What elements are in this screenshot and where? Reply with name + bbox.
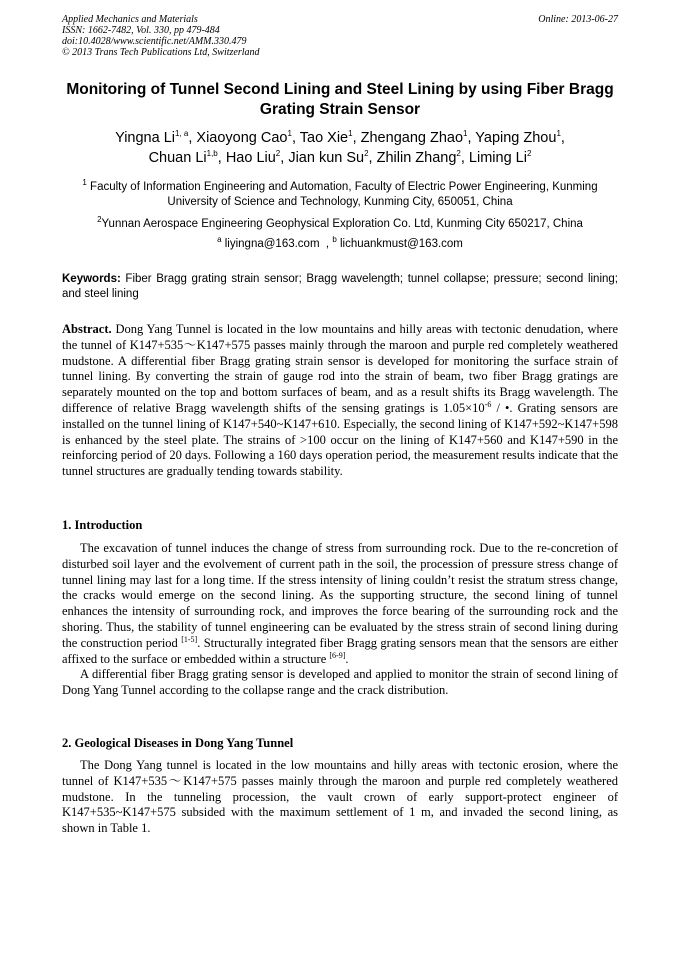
author-name: Liming Li xyxy=(468,150,527,166)
affiliation-text: Yunnan Aerospace Engineering Geophysical Exploration Co. Ltd, Kunming City 650217, China xyxy=(101,218,583,230)
doi-line: doi:10.4028/www.scientific.net/AMM.330.479 xyxy=(62,36,247,47)
author-sup: 1 xyxy=(463,129,468,139)
paragraph: The Dong Yang tunnel is located in the low mountains and hilly areas with tectonic erosion, where the tunnel of K147+535～K147+575 passes mainly through the maroon and purple red completely weathered mudstone. In the tunneling procession, the vault crown of early support-protect engineer of K147+535~K147+575 subsided with the maximum settlement of 1 m, and invaded the second lining, as shown in Table 1. xyxy=(62,758,618,836)
affiliation-text: Faculty of Information Engineering and Automation, Faculty of Electric Power Engineering, Kunming University of Science and Technology, Kunming City, 650051, China xyxy=(90,181,598,208)
email-link[interactable]: lichuankmust@163.com xyxy=(339,238,463,250)
paragraph xyxy=(62,541,618,667)
author-name: Jian kun Su xyxy=(288,150,365,166)
copyright-line: © 2013 Trans Tech Publications Ltd, Switzerland xyxy=(62,47,260,58)
author-sup: 1 xyxy=(287,129,292,139)
author-name: Zhilin Zhang xyxy=(376,150,457,166)
affiliation-2 xyxy=(62,217,618,232)
email-link[interactable]: liyingna@163.com xyxy=(224,238,320,250)
abstract-text: / •. Grating sensors are installed on the tunnel lining of K147+540~K147+610. Especially, the second lining of K147+592~K147+598 is enhanced by the steel plate. The strains of >100 occur on the lining of K147+560 and K147+590 in the reinforcing period of 20 days. Following a 160 days operation period, the measurement results indicate that the tunnel structures are gradually tending towards stability. xyxy=(62,400,618,479)
journal-name: Applied Mechanics and Materials xyxy=(62,14,198,25)
paragraph-text: . xyxy=(345,651,349,666)
author-sup: 1,b xyxy=(206,149,218,159)
affiliation-sup: 2 xyxy=(97,215,102,225)
exponent: -6 xyxy=(484,399,492,409)
issn-line: ISSN: 1662-7482, Vol. 330, pp 479-484 xyxy=(62,25,220,36)
online-date: Online: 2013-06-27 xyxy=(538,14,618,25)
author-sup: 1 xyxy=(556,129,561,139)
paragraph: A differential fiber Bragg grating sensor is developed and applied to monitor the strain of second lining of Dong Yang Tunnel according to the collapse range and the crack distribution. xyxy=(62,667,618,698)
author-sup: 2 xyxy=(456,149,461,159)
abstract-text: Dong Yang Tunnel is located in the low mountains and hilly areas with tectonic denudation, where the tunnel of K147+535～K147+575 passes mainly through the maroon and purple red completely weathered mudstone. A differential fiber Bragg grating strain sensor is developed for monitoring the surface strain of tunnel lining. By converting the strain of gauge rod into the strain of beam, two fiber Bragg gratings are separately mounted on the top and bottom surfaces of beam, and as a result shifts its Bragg wavelength. The difference of relative Bragg wavelength shifts of the sensing gratings is 1.05×10 xyxy=(62,322,619,415)
author-name: Tao Xie xyxy=(299,130,349,146)
section-body xyxy=(62,758,618,837)
keywords-block xyxy=(62,272,618,302)
section-heading: 2. Geological Diseases in Dong Yang Tunnel xyxy=(62,736,294,750)
citation: [1-5] xyxy=(181,634,198,644)
email-sup: a xyxy=(217,235,222,245)
author-sup: 2 xyxy=(364,149,369,159)
keywords-text: Fiber Bragg grating strain sensor; Bragg wavelength; tunnel collapse; pressure; second lining; and steel lining xyxy=(62,273,618,300)
email-line xyxy=(62,237,618,252)
author-name: Hao Liu xyxy=(225,150,276,166)
author-sup: 2 xyxy=(526,149,532,159)
affiliation-sup: 1 xyxy=(82,178,87,188)
author-sup: 2 xyxy=(275,149,281,159)
author-name: Xiaoyong Cao xyxy=(196,130,288,146)
paper-title: Monitoring of Tunnel Second Lining and Steel Lining by using Fiber Bragg Grating Strain Sensor xyxy=(66,81,614,118)
author-sup: 1 xyxy=(348,129,353,139)
email-sup: b xyxy=(332,235,337,245)
author-name: Chuan Li xyxy=(148,150,207,166)
author-name: Zhengang Zhao xyxy=(360,130,464,146)
affiliation-1 xyxy=(62,180,618,210)
author-name: Yaping Zhou xyxy=(475,130,557,146)
author-list: Yingna Li$^{1, a}$, Xiaoyong Cao$^1$, Tao Xie$^1$, Zhengang Zhao$^1$, Yaping Zhou$^1$, Chuan Li$^{1,b}$, Hao Liu$^2$, Jian kun Su$^2$, Zhilin Zhang$^2$, Liming Li$^2$ xyxy=(115,129,565,166)
citation: [6-9] xyxy=(329,650,346,660)
email-separator: , xyxy=(325,238,330,250)
paragraph-text: The excavation of tunnel induces the change of stress from surrounding rock. Due to the re-concretion of disturbed soil layer and the evolvement of current path in the soil, the procession of pressure stress change of tunnel lining may last for a long time. If the stress intensity of lining couldn’t resist the stratum stress change, the cracks would emerge on the second lining. As the supporting structure, the second lining of tunnel enhances the intensity of surrounding rock, and improves the force bearing of the surrounding rock and the shoring. Thus, the stability of tunnel engineering can be evaluated by the stress strain of second lining during the construction period xyxy=(62,541,618,650)
author-sup: 1, a xyxy=(175,129,189,139)
abstract-block xyxy=(62,322,618,480)
abstract-label: Abstract. xyxy=(62,322,112,336)
paragraph-text: . Structurally integrated fiber Bragg grating sensors mean that the sensors are either affixed to the surface or embedded within a structure xyxy=(62,635,619,666)
journal-header xyxy=(62,14,618,58)
author-name: Yingna Li xyxy=(115,130,175,146)
section-body xyxy=(62,541,618,699)
section-heading: 1. Introduction xyxy=(62,518,143,532)
keywords-label: Keywords: xyxy=(62,273,121,285)
